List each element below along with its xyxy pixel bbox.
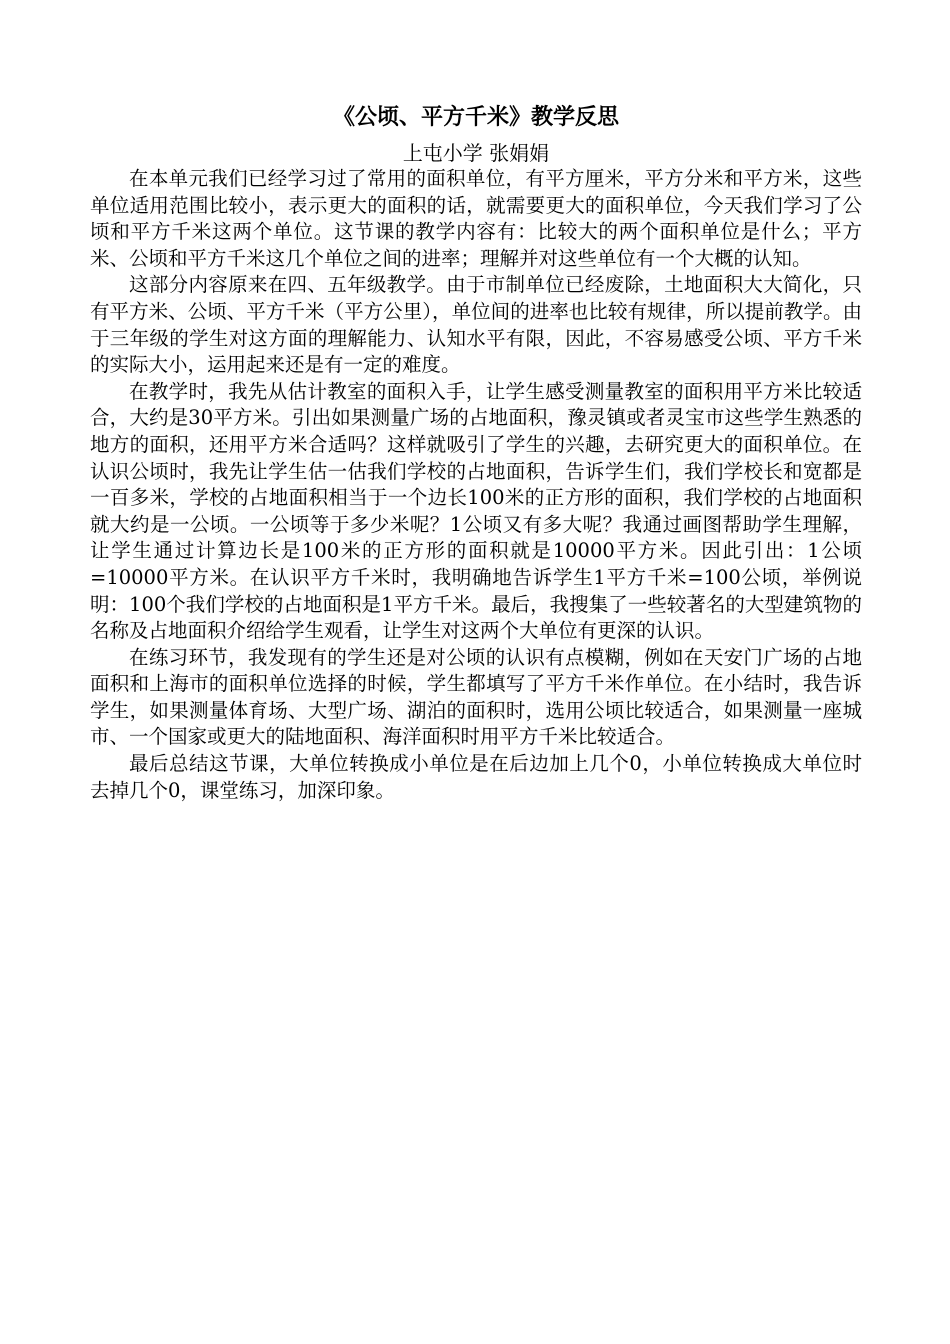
document-author: 上屯小学 张娟娟 <box>402 141 550 165</box>
paragraph-4: 在练习环节，我发现有的学生还是对公顷的认识有点模糊，例如在天安门广场的占地面积和上海市的面积单位选择的时候，学生都填写了平方千米作单位。在小结时，我告诉学生，如果测量体育场、大型广场、湖泊的面积时，选用公顷比较适合，如果测量一座城市、一个国家或更大的陆地面积、海洋面积时用平方千米比较适合。 <box>90 645 862 749</box>
paragraph-1: 在本单元我们已经学习过了常用的面积单位，有平方厘米，平方分米和平方米，这些单位适用范围比较小，表示更大的面积的话，就需要更大的面积单位，今天我们学习了公顷和平方千米这两个单位。这节课的教学内容有：比较大的两个面积单位是什么；平方米、公顷和平方千米这几个单位之间的进率；理解并对这些单位有一个大概的认知。 <box>90 167 862 270</box>
paragraph-2: 这部分内容原来在四、五年级教学。由于市制单位已经废除，土地面积大大简化，只有平方米、公顷、平方千米（平方公里），单位间的进率也比较有规律，所以提前教学。由于三年级的学生对这方面的理解能力、认知水平有限，因此，不容易感受公顷、平方千米的实际大小，运用起来还是有一定的难度。 <box>90 273 862 377</box>
document-title: 《公顷、平方千米》教学反思 <box>332 104 619 130</box>
document-page <box>90 102 862 804</box>
paragraph-3: 在教学时，我先从估计教室的面积入手，让学生感受测量教室的面积用平方米比较适合，大约是30平方米。引出如果测量广场的占地面积，豫灵镇或者灵宝市这些学生熟悉的地方的面积，还用平方米合适吗？这样就吸引了学生的兴趣，去研究更大的面积单位。在认识公顷时，我先让学生估一估我们学校的占地面积，告诉学生们，我们学校长和宽都是一百多米，学校的占地面积相当于一个边长100米的正方形的面积，我们学校的占地面积就大约是一公顷。一公顷等于多少米呢？1公顷又有多大呢？我通过画图帮助学生理解，让学生通过计算边长是100米的正方形的面积就是10000平方米。因此引出：1公顷=10000平方米。在认识平方千米时，我明确地告诉学生1平方千米=100公顷，举例说明：100个我们学校的占地面积是1平方千米。最后，我搜集了一些较著名的大型建筑物的名称及占地面积介绍给学生观看，让学生对这两个大单位有更深的认识。 <box>90 379 862 643</box>
paragraph-5: 最后总结这节课，大单位转换成小单位是在后边加上几个0，小单位转换成大单位时去掉几个0，课堂练习，加深印象。 <box>90 752 862 802</box>
